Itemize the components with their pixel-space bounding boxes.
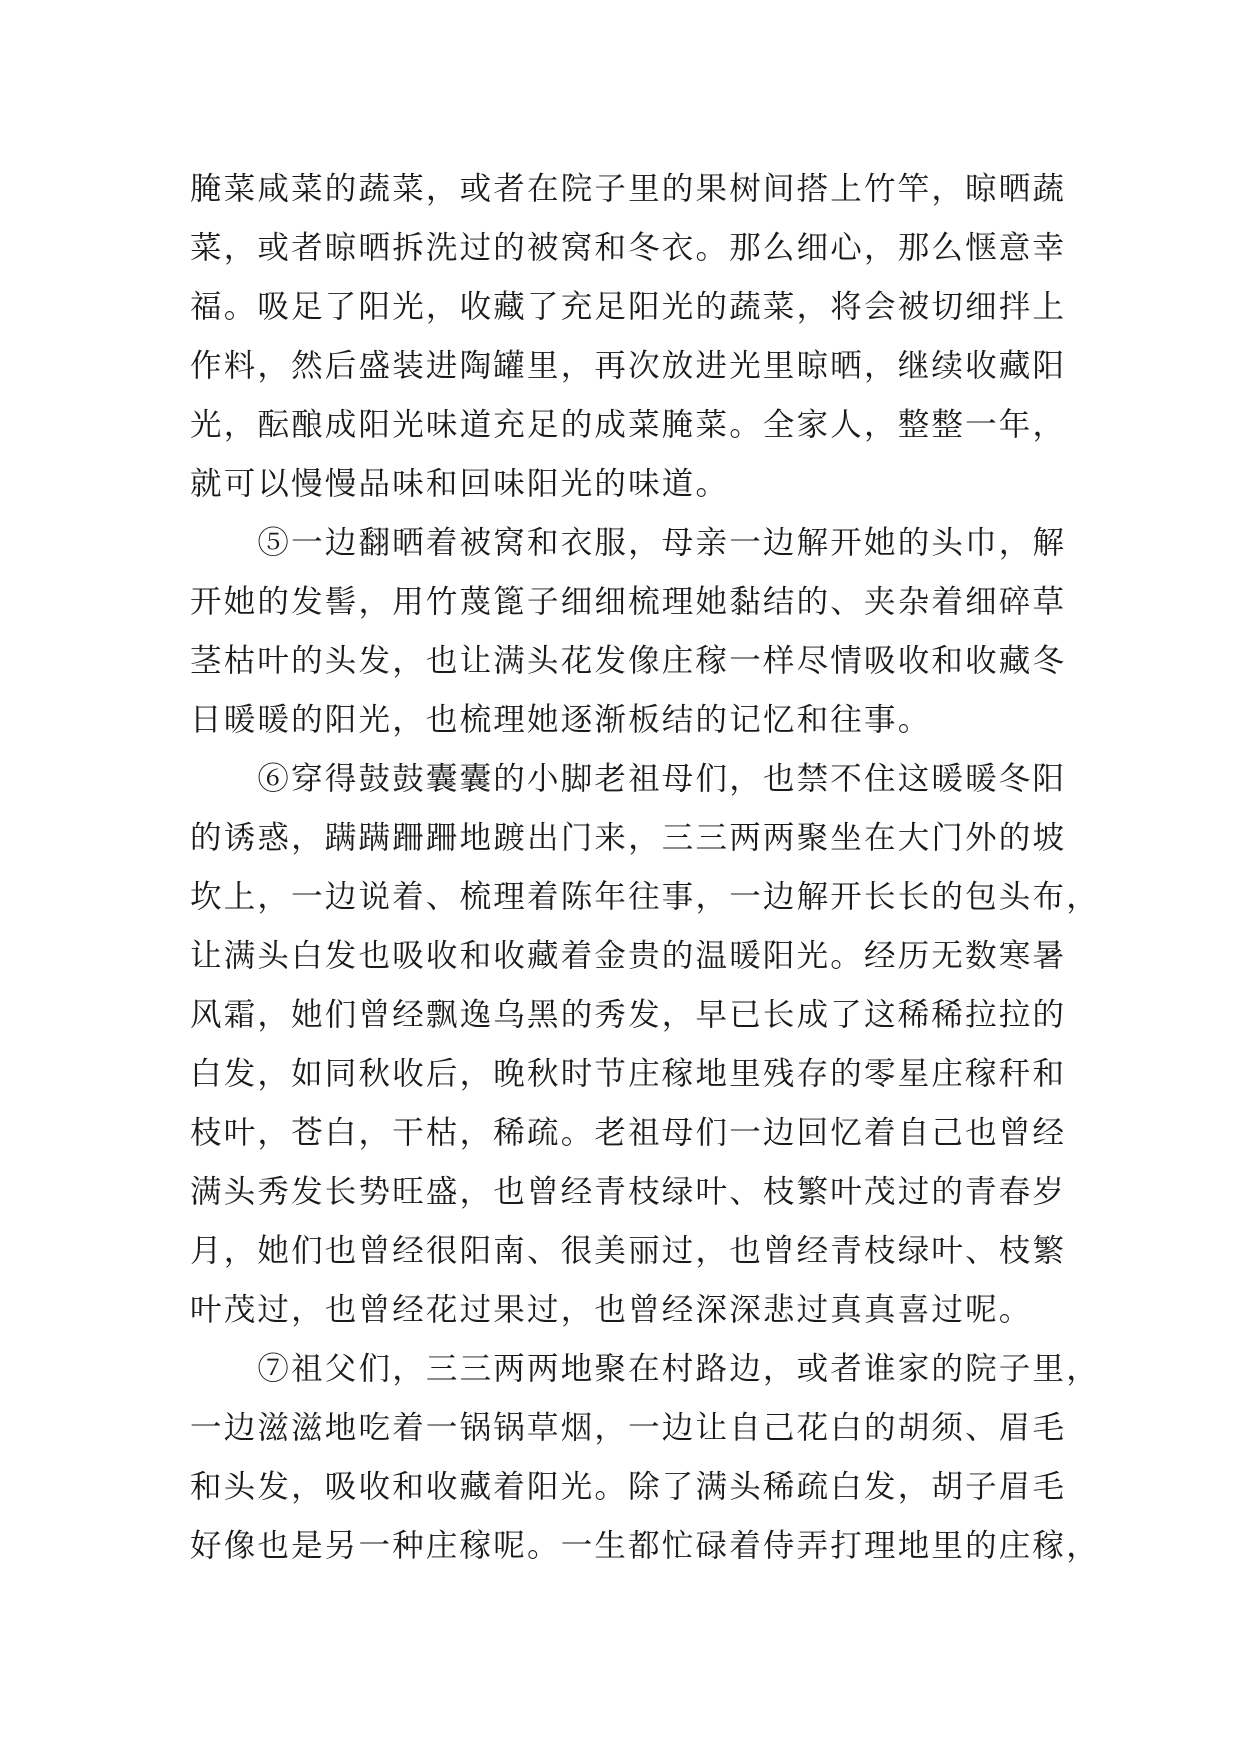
text-line: 让满头白发也吸收和收藏着金贵的温暖阳光。经历无数寒暑: [190, 938, 1067, 974]
text-line: 一边滋滋地吃着一锅锅草烟，一边让自己花白的胡须、眉毛: [190, 1410, 1067, 1446]
text-line: 福。吸足了阳光，收藏了充足阳光的蔬菜，将会被切细拌上: [190, 289, 1067, 325]
body-text: [190, 160, 1100, 1576]
text-line: 日暖暖的阳光，也梳理她逐渐板结的记忆和往事。: [190, 702, 932, 738]
text-line: 风霜，她们曾经飘逸乌黑的秀发，早已长成了这稀稀拉拉的: [190, 997, 1067, 1033]
text-line: 叶茂过，也曾经花过果过，也曾经深深悲过真真喜过呢。: [190, 1292, 1033, 1328]
text-line: 枝叶，苍白，干枯，稀疏。老祖母们一边回忆着自己也曾经: [190, 1115, 1067, 1151]
text-line: 光，酝酿成阳光味道充足的成菜腌菜。全家人，整整一年，: [190, 407, 1067, 443]
text-line: 和头发，吸收和收藏着阳光。除了满头稀疏白发，胡子眉毛: [190, 1469, 1067, 1505]
text-line: ⑤一边翻晒着被窝和衣服，母亲一边解开她的头巾，解: [190, 525, 1067, 561]
text-line: 坎上，一边说着、梳理着陈年往事，一边解开长长的包头布，: [190, 879, 1100, 915]
text-line: 满头秀发长势旺盛，也曾经青枝绿叶、枝繁叶茂过的青春岁: [190, 1174, 1067, 1210]
text-line: ⑦祖父们，三三两两地聚在村路边，或者谁家的院子里，: [190, 1351, 1100, 1387]
text-line: 作料，然后盛装进陶罐里，再次放进光里晾晒，继续收藏阳: [190, 348, 1067, 384]
paragraph-6: [190, 750, 1100, 1340]
text-line: ⑥穿得鼓鼓囊囊的小脚老祖母们，也禁不住这暖暖冬阳: [190, 761, 1067, 797]
text-line: 菜，或者晾晒拆洗过的被窝和冬衣。那么细心，那么惬意幸: [190, 230, 1067, 266]
paragraph-5: [190, 514, 1065, 750]
text-line: 月，她们也曾经很阳南、很美丽过，也曾经青枝绿叶、枝繁: [190, 1233, 1067, 1269]
text-line: 的诱惑，蹒蹒跚跚地踱出门来，三三两两聚坐在大门外的坡: [190, 820, 1067, 856]
text-line: 茎枯叶的头发，也让满头花发像庄稼一样尽情吸收和收藏冬: [190, 643, 1067, 679]
paragraph-continuation: [190, 160, 1065, 514]
text-line: 好像也是另一种庄稼呢。一生都忙碌着侍弄打理地里的庄稼，: [190, 1528, 1100, 1564]
text-line: 腌菜咸菜的蔬菜，或者在院子里的果树间搭上竹竿，晾晒蔬: [190, 171, 1067, 207]
text-line: 白发，如同秋收后，晚秋时节庄稼地里残存的零星庄稼秆和: [190, 1056, 1067, 1092]
text-line: 开她的发髻，用竹蔑篦子细细梳理她黏结的、夹杂着细碎草: [190, 584, 1067, 620]
paragraph-7: [190, 1340, 1100, 1576]
text-line: 就可以慢慢品味和回味阳光的味道。: [190, 466, 730, 502]
